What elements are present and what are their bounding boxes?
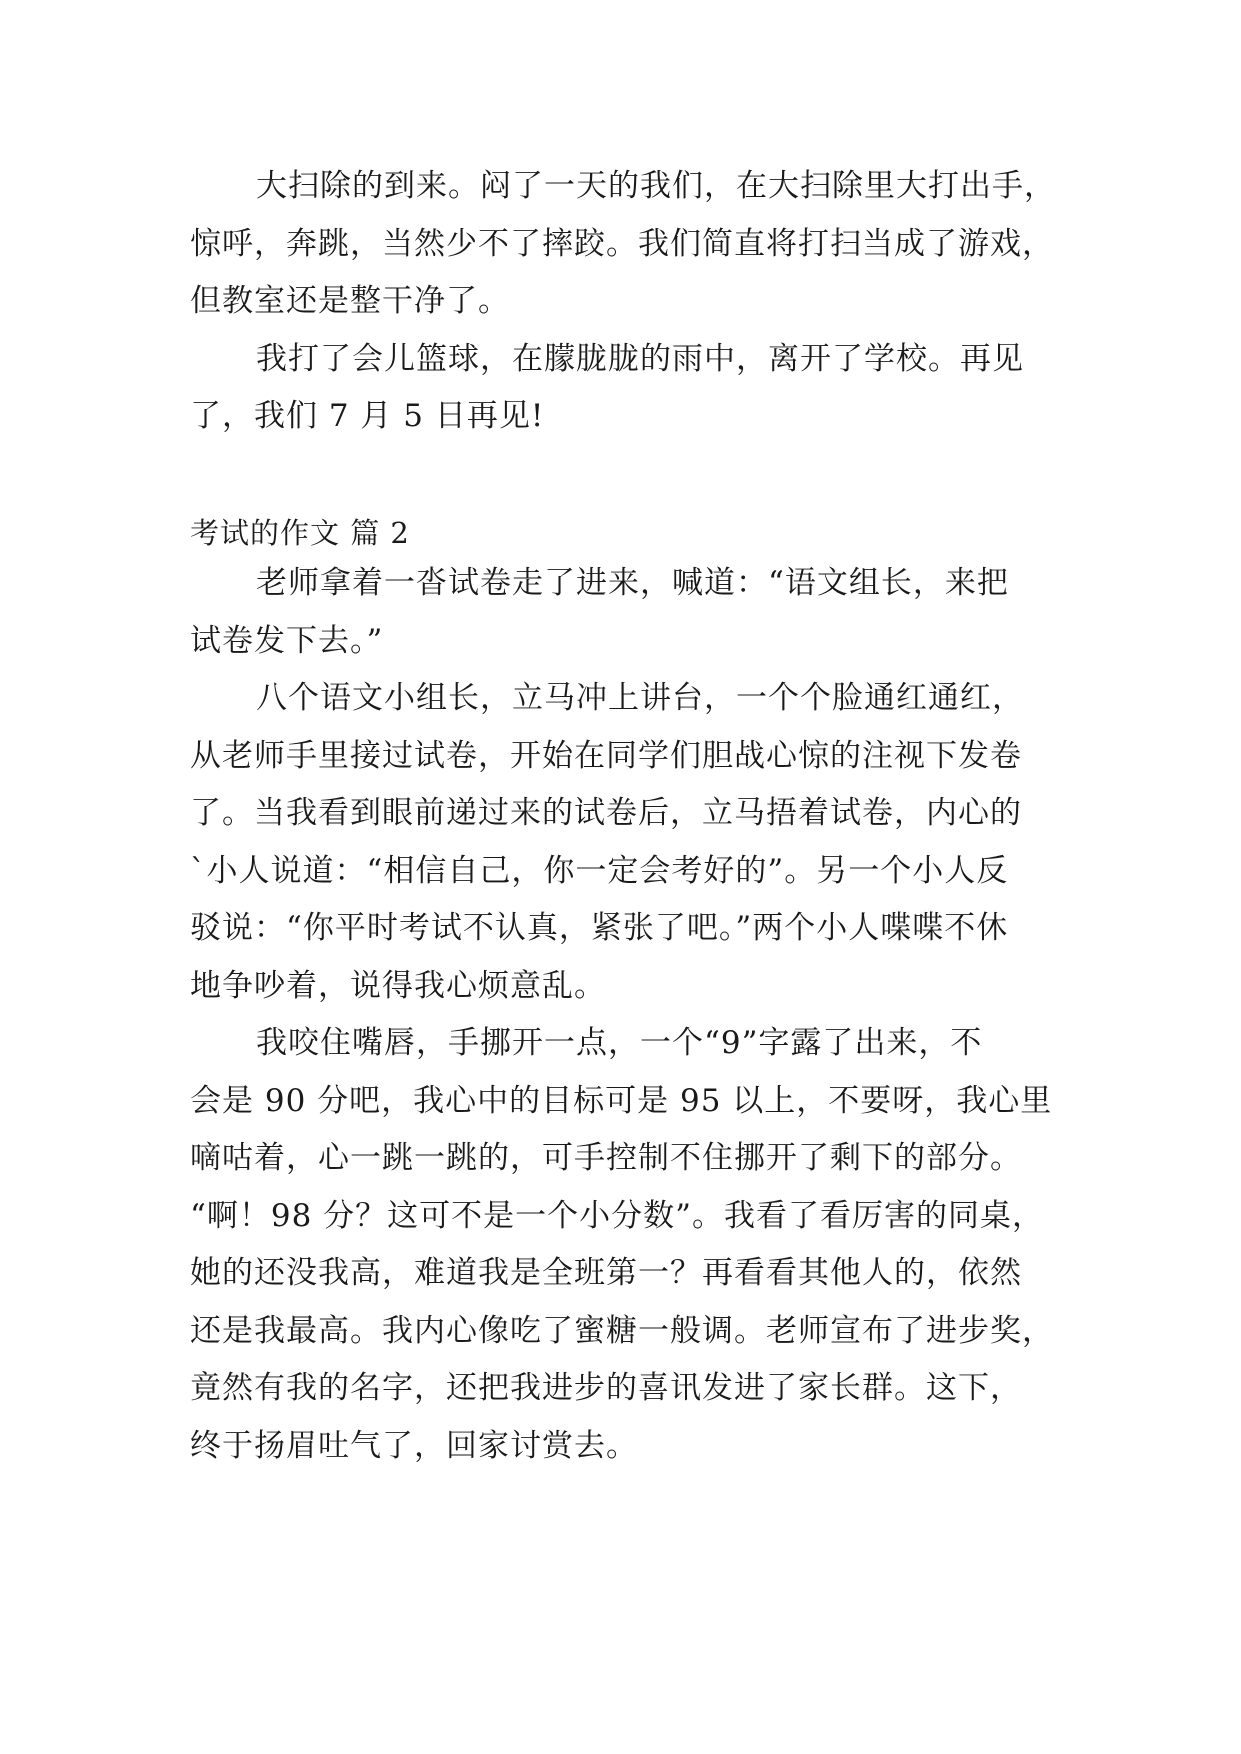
essay-1-body [190,158,1070,446]
paragraph-line: 了。当我看到眼前递过来的试卷后，立马捂着试卷，内心的 [190,795,1022,831]
paragraph-line: 还是我最高。我内心像吃了蜜糖一般调。老师宣布了进步奖， [190,1312,1054,1349]
paragraph-line: `小人说道：“相信自己，你一定会考好的”。另一个小人反 [190,852,1009,889]
paragraph-line: 了，我们 7 月 5 日再见! [190,398,545,434]
paragraph-line: 嘀咕着，心一跳一跳的，可手控制不住挪开了剩下的部分。 [190,1140,1022,1176]
paragraph-line: 老师拿着一沓试卷走了进来，喊道：“语文组长，来把 [256,565,1009,601]
paragraph-line: 地争吵着，说得我心烦意乱。 [190,967,606,1004]
paragraph-line: 驳说：“你平时考试不认真，紧张了吧。”两个小人喋喋不休 [190,910,1009,946]
paragraph-line: 会是 90 分吧，我心中的目标可是 95 以上，不要呀，我心里 [190,1082,1053,1119]
essay-2-heading: 考试的作文 篇 2 [190,516,410,550]
paragraph-line: 但教室还是整干净了。 [190,283,510,319]
paragraph-line: 我打了会儿篮球，在朦胧胧的雨中，离开了学校。再见 [256,340,1024,377]
paragraph-line: “啊！98 分？这可不是一个小分数”。我看了看厉害的同桌， [190,1197,1044,1234]
paragraph-line: 我咬住嘴唇，手挪开一点，一个“9”字露了出来，不 [256,1025,983,1061]
paragraph-line: 终于扬眉吐气了，回家讨赏去。 [190,1427,638,1464]
paragraph-line: 大扫除的到来。闷了一天的我们，在大扫除里大打出手， [256,168,1056,204]
paragraph-line: 从老师手里接过试卷，开始在同学们胆战心惊的注视下发卷 [190,737,1022,774]
paragraph-line: 惊呼，奔跳，当然少不了摔跤。我们简直将打扫当成了游戏， [190,225,1054,262]
paragraph-line: 试卷发下去。” [190,622,384,659]
paragraph-line: 八个语文小组长，立马冲上讲台，一个个脸通红通红， [256,680,1024,716]
paragraph-line: 她的还没我高，难道我是全班第一？再看看其他人的，依然 [190,1255,1022,1291]
essay-2-body [190,555,1070,1475]
paragraph-line: 竟然有我的名字，还把我进步的喜讯发进了家长群。这下， [190,1370,1022,1406]
